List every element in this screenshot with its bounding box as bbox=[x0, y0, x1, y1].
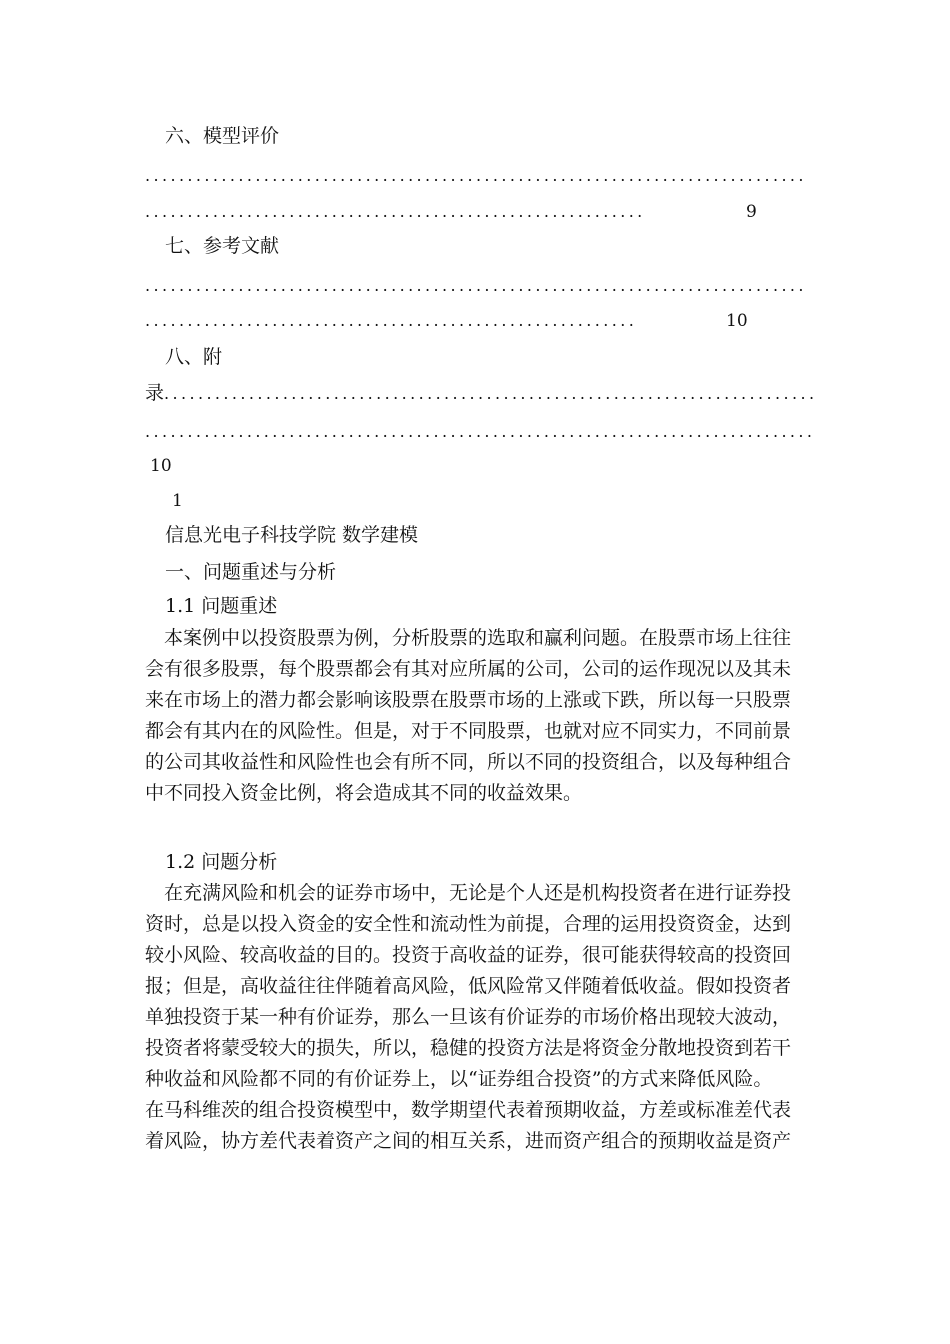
paragraph-line: 都会有其内在的风险性。但是，对于不同股票，也就对应不同实力，不同前景 bbox=[145, 720, 792, 742]
paragraph-line: 单独投资于某一种有价证券，那么一旦该有价证券的市场价格出现较大波动， bbox=[145, 1006, 792, 1028]
toc-leader-dots: ............................................................................... bbox=[145, 422, 816, 441]
paragraph-line: 较小风险、较高收益的目的。投资于高收益的证券，很可能获得较高的投资回 bbox=[145, 944, 792, 966]
paragraph-line: 中不同投入资金比例，将会造成其不同的收益效果。 bbox=[145, 782, 583, 804]
toc-item-7-label: 七、参考文献 bbox=[165, 235, 280, 257]
paragraph-line: 资时，总是以投入资金的安全性和流动性为前提，合理的运用投资资金，达到 bbox=[145, 913, 792, 935]
toc-leader-dots: ........................................................... bbox=[145, 202, 646, 221]
paragraph-line: 种收益和风险都不同的有价证券上，以“证券组合投资”的方式来降低风险。 bbox=[145, 1068, 773, 1090]
paragraph-line: 在充满风险和机会的证券市场中，无论是个人还是机构投资者在进行证券投 bbox=[145, 882, 792, 904]
subsection-title: 1.2 问题分析 bbox=[165, 851, 278, 873]
paragraph-problem-restatement bbox=[145, 623, 805, 809]
paragraph-line: 的公司其收益性和风险性也会有所不同，所以不同的投资组合，以及每种组合 bbox=[145, 751, 792, 773]
toc-item-8-tail-text: 录 bbox=[145, 382, 165, 404]
toc-item-6-page: 9 bbox=[746, 202, 757, 222]
paragraph-line: 会有很多股票，每个股票都会有其对应所属的公司，公司的运作现况以及其未 bbox=[145, 658, 792, 680]
toc-item-8-label: 八、附 bbox=[165, 346, 223, 368]
paragraph-line: 投资者将蒙受较大的损失，所以，稳健的投资方法是将资金分散地投资到若干 bbox=[145, 1037, 792, 1059]
toc-leader-dots: .......................................................... bbox=[145, 311, 638, 330]
page-number: 1 bbox=[172, 491, 183, 511]
paragraph-line: 报；但是，高收益往往伴随着高风险，低风险常又伴随着低收益。假如投资者 bbox=[145, 975, 792, 997]
toc-leader-dots: .............................................................................. bbox=[145, 276, 807, 295]
paragraph-line: 本案例中以投资股票为例，分析股票的选取和赢利问题。在股票市场上往往 bbox=[145, 627, 792, 649]
paragraph-line: 着风险，协方差代表着资产之间的相互关系，进而资产组合的预期收益是资产 bbox=[145, 1130, 792, 1152]
running-header: 信息光电子科技学院 数学建模 bbox=[165, 524, 419, 546]
section-title: 一、问题重述与分析 bbox=[165, 561, 337, 583]
toc-item-6-label: 六、模型评价 bbox=[165, 125, 280, 147]
paragraph-line: 来在市场上的潜力都会影响该股票在股票市场的上涨或下跌，所以每一只股票 bbox=[145, 689, 792, 711]
toc-item-7-page: 10 bbox=[726, 311, 748, 331]
toc-item-8-page: 10 bbox=[150, 456, 172, 476]
paragraph-problem-analysis bbox=[145, 878, 805, 1157]
toc-leader-dots: .............................................................................. bbox=[145, 166, 807, 185]
toc-leader-dots: ............................................................................. bbox=[164, 384, 818, 403]
subsection-title: 1.1 问题重述 bbox=[165, 595, 278, 617]
paragraph-line: 在马科维茨的组合投资模型中，数学期望代表着预期收益，方差或标准差代表 bbox=[145, 1099, 792, 1121]
toc-item-8-label-tail bbox=[145, 381, 817, 405]
